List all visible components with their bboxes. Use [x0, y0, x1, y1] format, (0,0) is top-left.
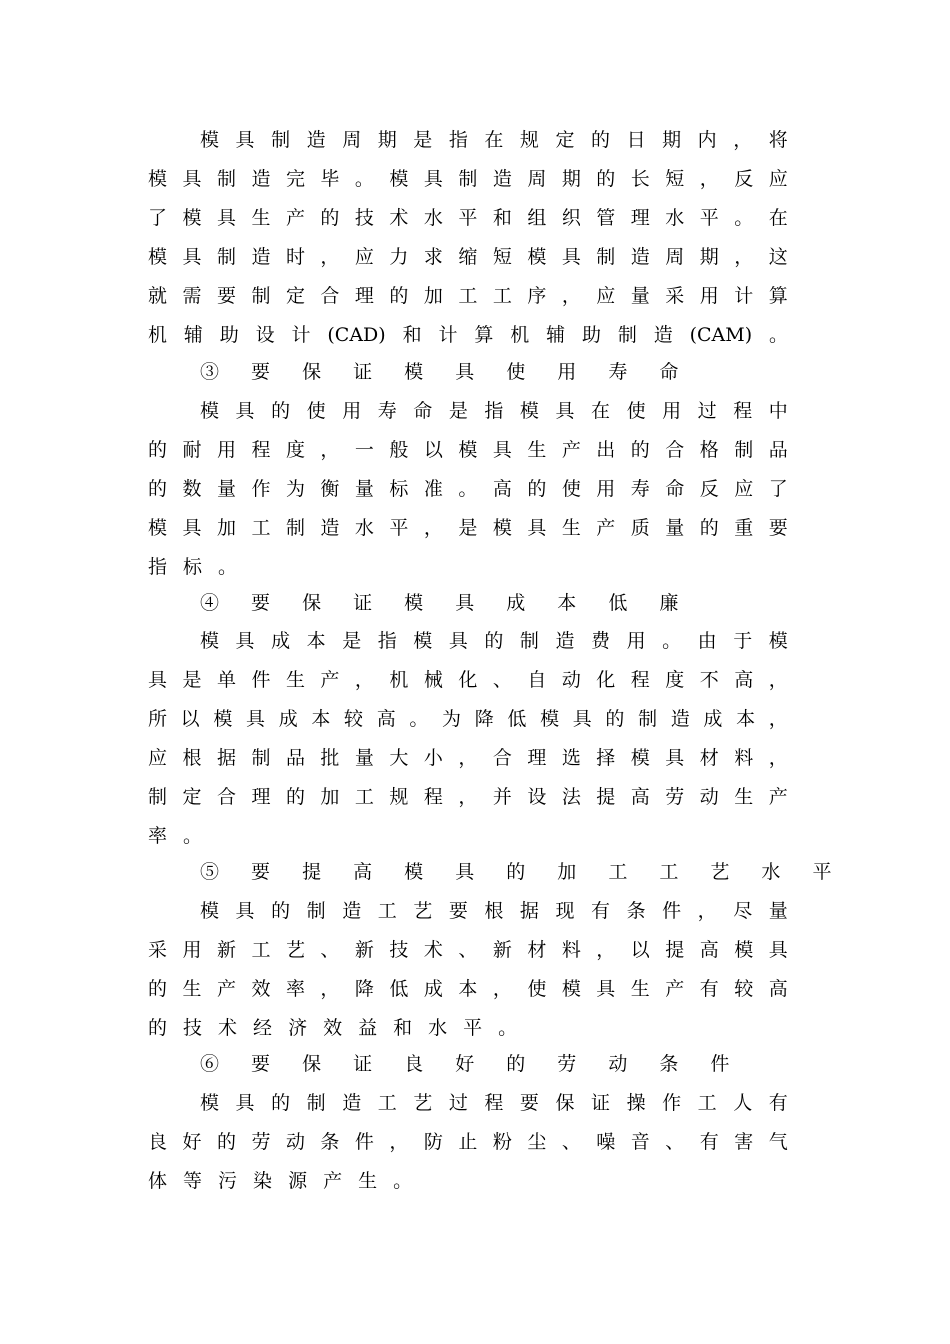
text-line: 模 具 成 本 是 指 模 具 的 制 造 费 用 。 由 于 模 — [200, 630, 788, 652]
section-heading: ⑥ 要 保 证 良 好 的 劳 动 条 件 — [200, 1053, 743, 1075]
text-line: 制 定 合 理 的 加 工 规 程 ， 并 设 法 提 高 劳 动 生 产 — [148, 786, 788, 808]
text-line: 模 具 的 使 用 寿 命 是 指 模 具 在 使 用 过 程 中 — [200, 400, 788, 422]
text-line: 模 具 加 工 制 造 水 平 ， 是 模 具 生 产 质 量 的 重 要 — [148, 517, 788, 539]
text-line: 的 数 量 作 为 衡 量 标 准 。 高 的 使 用 寿 命 反 应 了 — [148, 478, 788, 500]
text-line: 率 。 — [148, 825, 203, 847]
text-line: 应 根 据 制 品 批 量 大 小 ， 合 理 选 择 模 具 材 料 ， — [148, 747, 788, 769]
section-heading: ③ 要 保 证 模 具 使 用 寿 命 — [200, 361, 692, 383]
text-line: 的 技 术 经 济 效 益 和 水 平 。 — [148, 1017, 518, 1039]
section-heading: ④ 要 保 证 模 具 成 本 低 廉 — [200, 592, 692, 614]
text-line: 模 具 的 制 造 工 艺 过 程 要 保 证 操 作 工 人 有 — [200, 1092, 788, 1114]
section-heading: ⑤ 要 提 高 模 具 的 加 工 工 艺 水 平 — [200, 861, 845, 883]
text-line: 良 好 的 劳 动 条 件 ， 防 止 粉 尘 、 噪 音 、 有 害 气 — [148, 1131, 788, 1153]
text-line: 指 标 。 — [148, 556, 238, 578]
text-line: 具 是 单 件 生 产 ， 机 械 化 、 自 动 化 程 度 不 高 ， — [148, 669, 788, 691]
text-line: 体 等 污 染 源 产 生 。 — [148, 1170, 413, 1192]
text-line: 的 生 产 效 率 ， 降 低 成 本 ， 使 模 具 生 产 有 较 高 — [148, 978, 788, 1000]
text-line: 模 具 制 造 时 ， 应 力 求 缩 短 模 具 制 造 周 期 ， 这 — [148, 246, 788, 268]
text-line: 模 具 的 制 造 工 艺 要 根 据 现 有 条 件 ， 尽 量 — [200, 900, 788, 922]
text-line: 的 耐 用 程 度 ， 一 般 以 模 具 生 产 出 的 合 格 制 品 — [148, 439, 788, 461]
text-line: 模 具 制 造 周 期 是 指 在 规 定 的 日 期 内 ， 将 — [200, 129, 788, 151]
text-line: 模 具 制 造 完 毕 。 模 具 制 造 周 期 的 长 短 ， 反 应 — [148, 168, 788, 190]
text-line: 机 辅 助 设 计 (CAD) 和 计 算 机 辅 助 制 造 (CAM) 。 — [148, 324, 788, 346]
text-line: 采 用 新 工 艺 、 新 技 术 、 新 材 料 ， 以 提 高 模 具 — [148, 939, 788, 961]
text-line: 就 需 要 制 定 合 理 的 加 工 工 序 ， 应 量 采 用 计 算 — [148, 285, 788, 307]
text-line: 了 模 具 生 产 的 技 术 水 平 和 组 织 管 理 水 平 。 在 — [148, 207, 788, 229]
text-line: 所 以 模 具 成 本 较 高 。 为 降 低 模 具 的 制 造 成 本 ， — [148, 708, 788, 730]
